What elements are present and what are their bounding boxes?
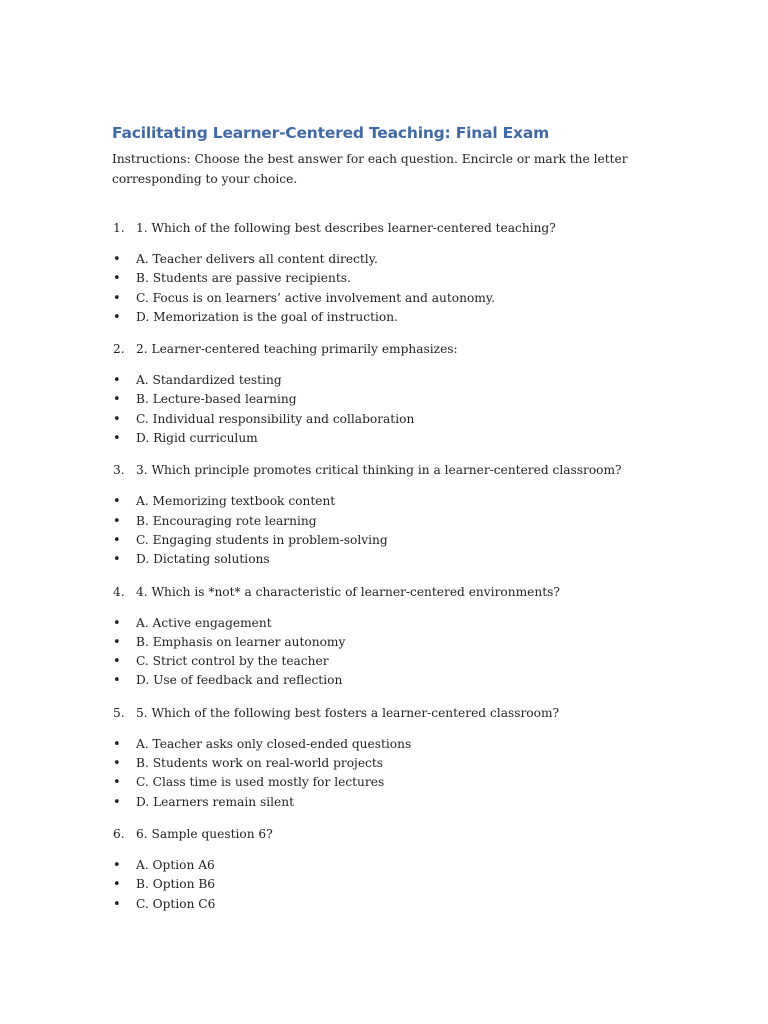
question-text: 4. Which is *not* a characteristic of learner-centered environments? (136, 584, 560, 599)
question-item (112, 339, 712, 448)
answer-option[interactable] (112, 550, 712, 569)
answer-option-label: D. Use of feedback and reflection (136, 673, 343, 688)
answer-option[interactable] (112, 250, 712, 269)
answer-option[interactable] (112, 856, 712, 875)
answer-option[interactable] (112, 633, 712, 652)
answer-options (112, 614, 712, 691)
answer-option[interactable] (112, 895, 712, 914)
answer-option[interactable] (112, 429, 712, 448)
bullet-icon: • (113, 271, 121, 287)
bullet-icon: • (113, 877, 121, 893)
answer-options (112, 492, 712, 569)
bullet-icon: • (113, 756, 121, 772)
question-line (112, 339, 712, 359)
question-text: 5. Which of the following best fosters a learner-centered classroom? (136, 705, 560, 720)
bullet-icon: • (113, 411, 121, 427)
bullet-icon: • (113, 252, 121, 267)
answer-option-label: C. Focus is on learners’ active involvement and autonomy. (136, 290, 495, 305)
answer-option-label: C. Option C6 (136, 896, 216, 911)
bullet-icon: • (113, 373, 121, 389)
bullet-icon: • (113, 392, 121, 408)
answer-option[interactable] (112, 531, 712, 550)
question-text: 3. Which principle promotes critical thinking in a learner-centered classroom? (136, 463, 622, 478)
question-number: 1. (113, 221, 125, 235)
answer-option-label: A. Memorizing textbook content (136, 494, 336, 509)
answer-option-label: A. Teacher delivers all content directly. (136, 252, 378, 266)
answer-options (112, 250, 712, 327)
bullet-icon: • (113, 673, 121, 689)
answer-option-label: C. Class time is used mostly for lectures (136, 775, 385, 790)
answer-option[interactable] (112, 269, 712, 288)
bullet-icon: • (113, 654, 121, 670)
answer-option[interactable] (112, 390, 712, 409)
answer-option[interactable] (112, 875, 712, 894)
answer-option-label: D. Dictating solutions (136, 552, 270, 567)
bullet-icon: • (113, 552, 121, 568)
question-item (112, 582, 712, 691)
answer-option-label: A. Teacher asks only closed-ended questions (136, 736, 412, 751)
bullet-icon: • (113, 736, 121, 752)
answer-options (112, 371, 712, 448)
question-line (112, 582, 712, 602)
answer-option-label: B. Emphasis on learner autonomy (136, 634, 346, 649)
answer-option[interactable] (112, 289, 712, 308)
answer-options (112, 856, 712, 914)
question-list (112, 218, 712, 926)
answer-option[interactable] (112, 308, 712, 327)
question-text: 1. Which of the following best describes learner-centered teaching? (136, 221, 556, 235)
bullet-icon: • (113, 896, 121, 912)
bullet-icon: • (113, 290, 121, 306)
question-line (112, 218, 712, 238)
question-line (112, 460, 712, 480)
question-line (112, 824, 712, 844)
question-number: 4. (113, 584, 125, 599)
question-number: 3. (113, 463, 125, 478)
bullet-icon: • (113, 634, 121, 650)
answer-option-label: D. Learners remain silent (136, 794, 294, 809)
answer-option-label: B. Students are passive recipients. (136, 271, 351, 286)
answer-option[interactable] (112, 735, 712, 754)
bullet-icon: • (113, 494, 121, 510)
question-number: 6. (113, 826, 125, 841)
answer-option[interactable] (112, 754, 712, 773)
document-title: Facilitating Learner-Centered Teaching: Final Exam (112, 124, 550, 142)
answer-option-label: B. Students work on real-world projects (136, 756, 384, 771)
answer-option-label: D. Rigid curriculum (136, 431, 258, 446)
answer-option-label: A. Option A6 (136, 857, 215, 872)
question-number: 5. (113, 705, 125, 720)
question-number: 2. (113, 342, 125, 357)
answer-option[interactable] (112, 671, 712, 690)
bullet-icon: • (113, 513, 121, 529)
question-text: 6. Sample question 6? (136, 826, 273, 841)
bullet-icon: • (113, 857, 121, 873)
question-item (112, 824, 712, 914)
answer-option-label: C. Individual responsibility and collaboration (136, 411, 415, 426)
answer-option[interactable] (112, 652, 712, 671)
answer-option[interactable] (112, 512, 712, 531)
bullet-icon: • (113, 532, 121, 548)
answer-option-label: A. Active engagement (136, 615, 272, 630)
bullet-icon: • (113, 431, 121, 447)
answer-option-label: B. Option B6 (136, 877, 216, 892)
answer-option-label: B. Encouraging rote learning (136, 513, 317, 528)
answer-option-label: B. Lecture-based learning (136, 392, 297, 407)
answer-option[interactable] (112, 492, 712, 511)
bullet-icon: • (113, 794, 121, 810)
answer-option[interactable] (112, 410, 712, 429)
answer-option-label: C. Strict control by the teacher (136, 654, 329, 669)
answer-option-label: D. Memorization is the goal of instruction. (136, 309, 398, 324)
answer-options (112, 735, 712, 812)
answer-option-label: A. Standardized testing (136, 373, 282, 388)
question-item (112, 218, 712, 327)
answer-option[interactable] (112, 614, 712, 633)
answer-option-label: C. Engaging students in problem-solving (136, 532, 388, 547)
answer-option[interactable] (112, 793, 712, 812)
bullet-icon: • (113, 775, 121, 791)
instructions-text: Instructions: Choose the best answer for each question. Encircle or mark the letter corresponding to your choice. (112, 152, 628, 186)
question-item (112, 703, 712, 812)
question-line (112, 703, 712, 723)
bullet-icon: • (113, 309, 121, 325)
answer-option[interactable] (112, 371, 712, 390)
question-text: 2. Learner-centered teaching primarily emphasizes: (136, 342, 458, 357)
question-item (112, 460, 712, 569)
answer-option[interactable] (112, 773, 712, 792)
bullet-icon: • (113, 615, 121, 631)
